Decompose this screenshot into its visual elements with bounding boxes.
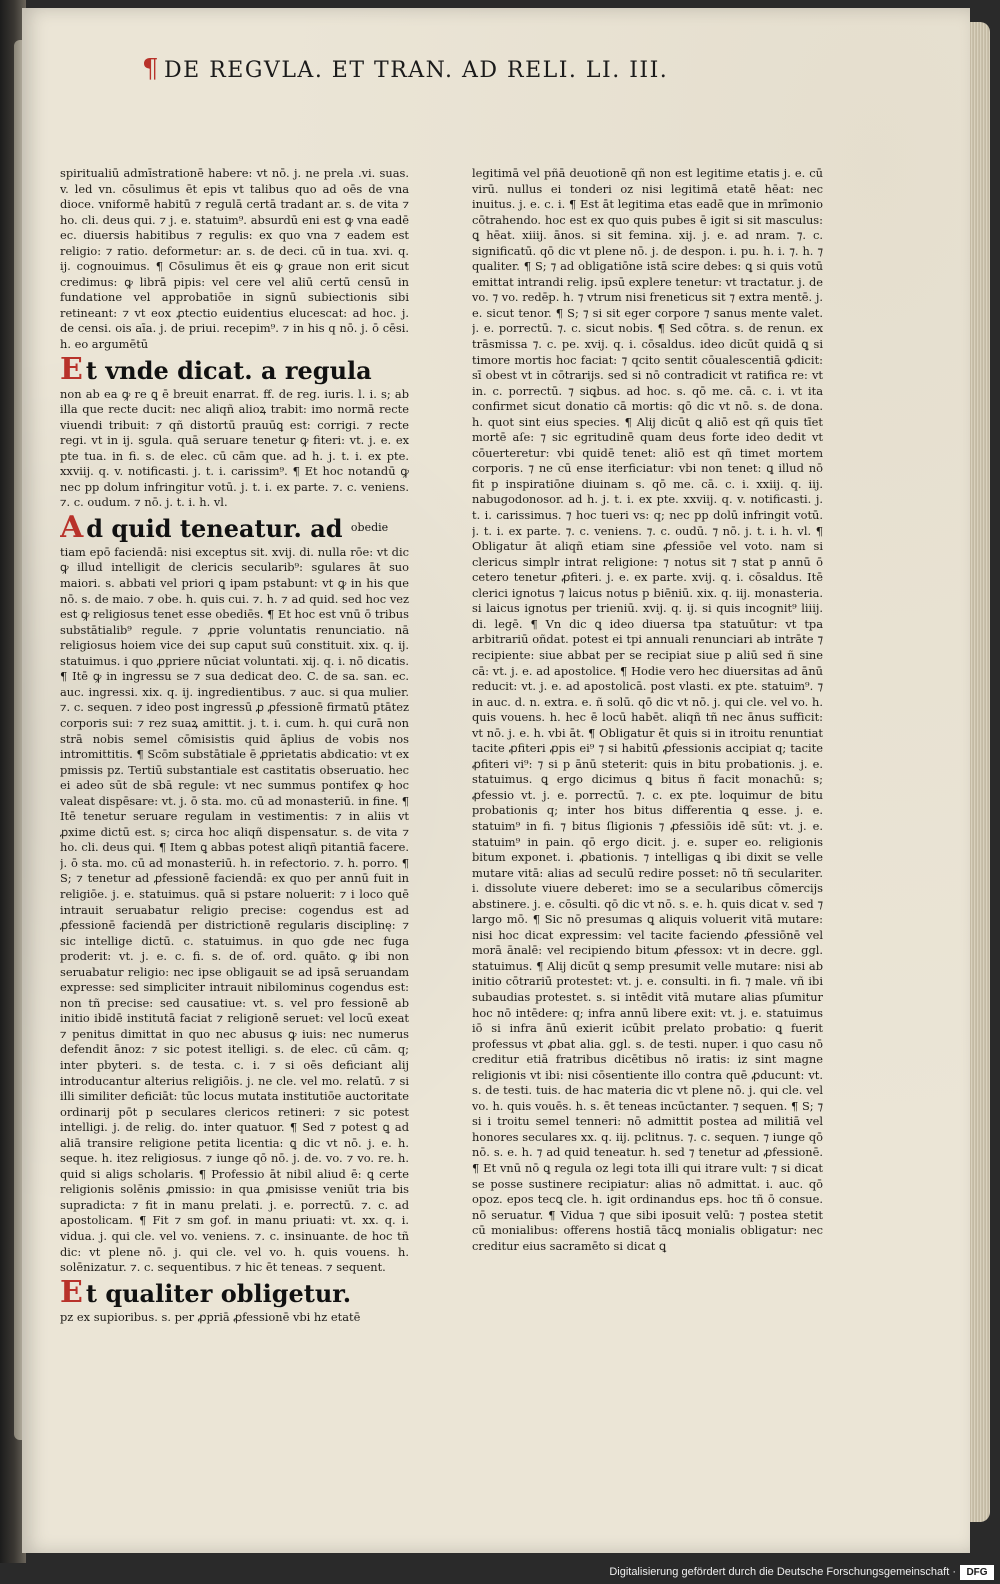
left-para-1: spiritualiū admīstrationē habere: vt nō. j. ne prela .vi. suas. v. led vn. cōsulimus ēt epis vt talibus quo ad oēs de vna dioce. vniformē habitū ⁊ regulā certā tradant ar. s. de vita ⁊ ho. cli. deus qui. ⁊ j. e. statuim⁹. absurdū eni est ꝙ vna eadē ec. diuersis habitibus ⁊ regulis: ex quo vna ⁊ eadem est religio: ⁊ ratio. deformetur: ar. s. de deci. cū in tua. xvi. q. ij. cognouimus. ¶ Cōsulimus ēt eis ꝙ graue non erit sicut credimus: ꝙ librā pipis: vel cere vel aliū certū censū in fundatione vel approbatiōe in signū subiectionis sibi retineant: ⁊ vt eox ꝓtectio euidentius elucescat: ad hoc. j. de censi. ois aīa. j. de priui. recepim⁹. ⁊ in his q nō. j. ō cēsi. h. eo argumētū <box>60 166 409 352</box>
left-column <box>60 166 409 1334</box>
heading-ad-quid <box>60 509 409 545</box>
funding-credit: Digitalisierung gefördert durch die Deutsche Forschungsgemeinschaft · <box>609 1566 956 1578</box>
left-para-4: pz ex supioribus. s. per ꝓpriā ꝓfessionē vbi hz etatē <box>60 1309 361 1324</box>
heading-text: t qualiter obligetur. <box>85 1278 352 1308</box>
rubricated-initial: E <box>60 1274 83 1310</box>
right-column <box>472 166 823 1316</box>
dfg-logo: DFG <box>960 1565 994 1580</box>
heading-text: t vnde dicat. a regula <box>85 355 372 385</box>
heading-margin-word: obedie <box>350 520 389 534</box>
left-para-3: tiam epō faciendā: nisi exceptus sit. xvij. di. nulla rōe: vt dic ꝙ illud intelligit de clericis secularib⁹: sgulares āt suo maiori. s. abbati vel priori ꝗ ipam pstabunt: vt ꝙ in his que nō. s. de maio. ⁊ obe. h. quis cui. ⁊. h. ⁊ ad quid. sed hoc vez est ꝙ religiosus tenet esse obediēs. ¶ Et hoc est vnū ō tribus substātialib⁹ regule. ⁊ ꝓprie voluntatis renunciatio. nā religiosus hoiem vice dei sup caput suū constituit. xix. q. ij. statuimus. i quo ꝓpriere nūciat voluntati. xij. q. i. nō dicatis. ¶ Itē ꝙ in ingressu se ⁊ sua dedicat deo. C. de sa. san. ec. auc. ingressi. xix. q. ij. ingredientibus. ⁊ auc. si qua mulier. ⁊. c. sequen. ⁊ ideo post ingressū ꝓ ꝓfessionē firmatū ptātez corporis sui: ⁊ rez suaꝝ amittit. j. t. i. cum. h. qui curā non strā nobis semel cōmisistis quid āplius de vobis nos intromittitis. ¶ Scōm substātiale ē ꝓprietatis abdicatio: vt ex pmissis pz. Tertiū substantiale est castitatis obseruatio. hec ei adeo sūt de sbā regule: vt nec summus pontifex ꝙ hoc valeat dispēsare: vt. j. ō sta. mo. cū ad monasteriū. in fine. ¶ Itē tenetur seruare regulam in vestimentis: ⁊ in aliis vt ꝓxime dictū est. s; circa hoc aliqñ dispensatur. s. de vita ⁊ ho. cli. deus qui. ¶ Item ꝗ abbas potest aliqñ pitantiā facere. j. ō sta. mo. cū ad monasteriū. h. in refectorio. ⁊. h. porro. ¶ S; ⁊ tenetur ad ꝓfessionē faciendā: ex quo per annū fuit in religiōe. j. e. statuimus. quā si pstare noluerit: ⁊ i loco quē intrauit seruabatur religio precise: cogendus est ad ꝓfessionē faciendā per districtionē regularis disciplinę: ⁊ sic intellige dictū. c. statuimus. in quo gde nec fuga proderit: vt. j. e. c. fi. s. de of. ord. quāto. ꝙ ibi non seruabatur religio: nec ipse obligauit se ad ipsā seruandam expresse: sed simpliciter intrauit nibilominus cogendus est: non tñ precise: sed causatiue: vt. s. vel pro fessionē ab initio ibidē institutā faciat ⁊ religionē seruet: vel locū exeat ⁊ penitus dimittat in quo nec abusus ꝙ iuis: nec numerus defendit ānoz: ⁊ sic potest itelligi. s. de elec. cū cām. q; inter pbyteri. s. de testa. c. i. ⁊ si oēs deficiant alij introducantur alterius religiōis. j. ne cle. vel mo. relatū. ⁊ si illi similiter deficiāt: tūc locus mutata institutiōe auctoritate ordinarij pōt p seculares clericos retineri: ⁊ sic potest intelligi. j. de relig. do. inter quatuor. ¶ Sed ⁊ potest ꝗ ad aliā transire religione petita licentia: ꝗ dic vt nō. j. e. h. seque. h. itez religiosus. ⁊ iunge qō nō. j. de. vo. ⁊ vo. re. h. quid si aligs scholaris. ¶ Professio āt nibil aliud ē: ꝗ certe religionis solēnis ꝓmissio: in qua ꝓmisisse veniūt tria bis supradicta: ⁊ fit in manu prelati. j. e. porrectū. ⁊. c. ad apostolicam. ¶ Fit ⁊ sm gof. in manu priuati: vt. xx. q. i. vidua. j. qui cle. vel vo. veniens. ⁊. c. insinuante. de hoc tñ dic: vt plene nō. j. qui cle. vel vo. h. quis vouens. h. solēnizatur. ⁊. c. sequentibus. ⁊ hic ēt teneas. ⁊ sequent. <box>60 544 409 1275</box>
left-para-2: non ab ea ꝙ re ꝗ ē breuit enarrat. ff. de reg. iuris. l. i. s; ab illa que recte ducit: nec aliqñ alioꝝ trabit: imo normā recte viuendi tribuit: ⁊ qñ distortū prauūꝗ est: corrigi. ⁊ recte regi. vt in ij. sgula. quā seruare tenetur ꝙ fiteri: vt. j. e. ex pte tua. in fi. s. de elec. cū cām que. ad h. j. t. i. ex pte. xxviij. q. v. notificasti. j. t. i. carissim⁹. ¶ Et hoc notandū ꝙ nec pp dolum infringitur votū. j. t. i. ex parte. ⁊. c. veniens. ⁊. c. oudum. ⁊ nō. j. t. i. h. vl. <box>60 386 409 510</box>
heading-text: d quid teneatur. ad <box>86 513 343 543</box>
rubricated-initial: E <box>60 351 83 387</box>
pilcrow-mark: ¶ <box>142 54 161 84</box>
running-head-text: DE REGVLA. ET TRAN. AD RELI. LI. III. <box>164 58 669 83</box>
rubricated-initial: A <box>60 509 84 545</box>
heading-et-qualiter <box>60 1274 409 1310</box>
book-page <box>22 8 970 1553</box>
heading-et-vnde <box>60 351 409 387</box>
running-head <box>142 54 669 88</box>
right-para-1: legitimā vel pñā deuotionē qñ non est legitime etatis j. e. cū virū. nullus ei tonderi oz nisi legitimā etatē hēat: nec inuitus. j. e. c. i. ¶ Est āt legitima etas eadē que in mrīmonio cōtrahendo. hoc est ex quo quis pubes ē igit si sit masculus: ꝗ hēat. xiiij. ānos. si sit femina. xij. j. e. ad nram. ⁊. c. significatū. qō dic vt plene nō. j. de despon. i. pu. h. i. ⁊. h. ⁊ qualiter. ¶ S; ⁊ ad obligatiōne istā scire debes: ꝗ si quis votū emittat intrandi relig. ipsū explere tenetur: vt tractatur. j. de vo. ⁊ vo. redēp. h. ⁊ vtrum nisi freneticus sit ⁊ extra mentē. j. e. sicut tenor. ¶ S; ⁊ si sit eger corpore ⁊ sanus mente valet. j. e. porrectū. ⁊. c. sicut nobis. ¶ Sed cōtra. s. de renun. ex trāsmissa ⁊. c. pe. xvij. q. i. cōsaldus. ideo dicūt quidā ꝗ si timore mortis hoc faciat: ⁊ qcito sentit cōualescentiā ꝙdicit: sī obest vt in cōtrarijs. sed si nō contradicit vt ratifica re: vt in. c. porrectū. ⁊ siꝗbus. ad hoc. s. qō me. cā. c. i. vt ita confirmet sicut donatio cā mortis: qō dic vt nō. s. de dona. h. quot sint eius species. ¶ Alij dicūt ꝗ aliō est qñ quis tīet mortē aſe: ⁊ sic egritudinē quam deus forte ideo dedit vt cōuerteretur: vbi quidē tenet: aliō est qñ timet mortem corporis. ⁊ ne cū ense iterficiatur: vbi non tenet: ꝗ illud nō fit p inspiratiōne diuinam s. qō me. cā. c. i. xxiij. q. iij. nabugodonosor. ad h. j. t. i. ex pte. xxviij. q. v. notificasti. j. t. i. carissimus. ⁊ hoc tueri vs: q; nec pp dolū infringit votū. j. t. i. ex parte. ⁊. c. veniens. ⁊. c. oudū. ⁊ nō. j. t. i. h. vl. ¶ Obligatur āt aliqñ etiam sine ꝓfessiōe vel voto. nam si clericus simplr intrat religione: ⁊ notus sit ⁊ stat p annū ō cetero tenetur ꝓfiteri. j. e. ex parte. xvij. q. i. cōsaldus. Itē clerici ignotus ⁊ laicus notus p biēniū. xix. q. iij. monasteria. si laicus ignotus per trieniū. xvij. q. ij. si quis incognit⁹ liiij. di. legē. ¶ Vn dic ꝗ ideo diuersa tpa statuūtur: vt tpa arbitrariū oñdat. potest ei tpi annuali renunciari ab intrāte ⁊ recipiente: siue abbat per se recipiat siue p aliū sed ñ sine cā: vt. j. e. ad apostolice. ¶ Hodie vero hec diuersitas ad ānū reducit: vt. j. e. ad apostolicā. post vlasti. ex pte. statuim⁹. ⁊ in auc. d. n. extra. e. ñ solū. qō dic vt nō. j. qui cle. vel vo. h. quis vouens. h. hec ē locū habēt. aliqñ tñ nec ānus sufficit: vt nō. j. e. h. vbi āt. ¶ Obligatur ēt quis si in itroitu renuntiat tacite ꝓfiteri ꝓpis ei⁹ ⁊ si habitū ꝓfessionis accipiat q; tacite ꝓfiteri vi⁹: ⁊ si p ānū steterit: quis in bitu probationis. j. e. statuimus. ꝗ ergo dicimus ꝗ bitus ñ facit monachū: s; ꝓfessio vt. j. e. porrectū. ⁊. c. ex pte. loquimur de bitu probationis q; inter hos bitus differentia ꝗ esse. j. e. statuim⁹ in fi. ⁊ bitus ſligionis ⁊ ꝓfessiōis idē sūt: vt. j. e. statuim⁹ in pain. qō ergo dicit. j. e. super eo. religionis bitum exponet. i. ꝓbationis. ⁊ intelligas ꝗ ibi dixit se velle mutare vitā: alias ad seculū redire posset: nō tñ seculariter. i. dissolute viuere deberet: imo se a secularibus cōmercijs abstinere. j. e. cōsulti. qō dic vt nō. s. e. h. quis dicat v. sed ⁊ largo mō. ¶ Sic nō presumas ꝗ aliquis voluerit vitā mutare: nisi hoc dicat expressim: vel tacite faciendo ꝓfessiōnē vel morā ānalē: vel recipiendo bitum ꝓfessox: vt in decre. ggl. statuimus. ¶ Alij dicūt ꝗ semp presumit velle mutare: nisi ab initio cōtrariū protestet: vt. j. e. consulti. in fi. ⁊ male. vñ ibi subaudias protestet. s. si intēdit vitā mutare alias pſumitur hoc nō intēdere: q; infra annū libere exit: vt. j. e. statuimus iō si infra ānū exierit icūbit prelato probatio: ꝗ fuerit professus vt ꝓbat alia. ggl. s. de testi. nuper. i quo casu nō creditur etiā fratribus dicētibus nō iratis: iz sint magne religionis vt ibi: nisi cōsentiente illo contra quē ꝓducunt: vt. s. de testi. tuis. de hac materia dic vt plene nō. j. qui cle. vel vo. h. quis vouēs. h. s. ēt teneas incūctanter. ⁊ sequen. ¶ S; ⁊ si i troitu semel tenneri: nō admittit postea ad militiā vel honores seculares xx. q. iij. pclitnus. ⁊. c. sequen. ⁊ iunge qō nō. s. e. h. ⁊ ad quid teneatur. h. sed ⁊ tenetur ad ꝓfessionē. ¶ Et vnū nō ꝗ regula oz legi tota illi qui itrare vult: ⁊ si dicat se posse sustinere recipiatur: alias nō admittat. i. auc. qō opoz. epos tecꝗ cle. h. igit ordinandus eps. hoc tñ ō consue. nō seruatur. ¶ Vidua ⁊ que sibi iposuit velū: ⁊ postea stetit cū monialibus: offerens hostiā tācꝗ monialis obligatur: nec creditur eius sacramēto si dicat ꝗ <box>472 166 823 1253</box>
